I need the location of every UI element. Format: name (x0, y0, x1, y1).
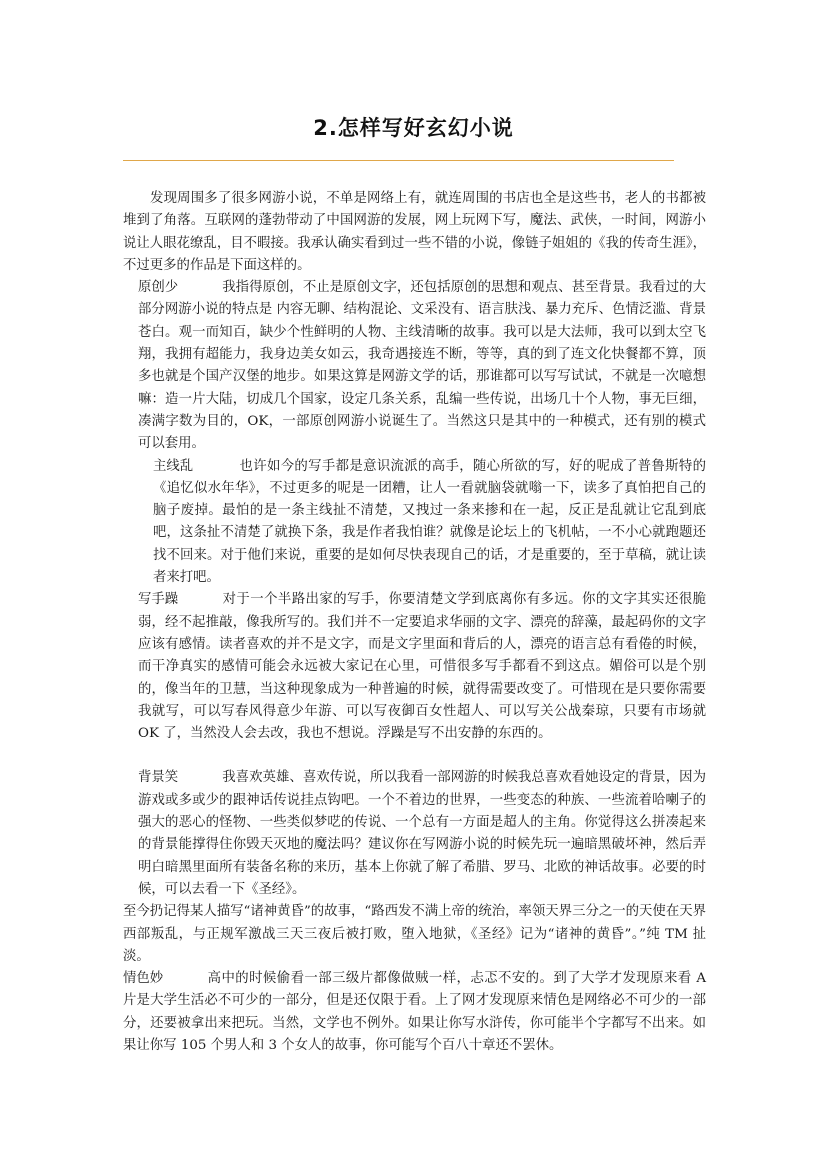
section-text: 也许如今的写手都是意识流派的高手，随心所欲的写，好的呢成了普鲁斯特的《追忆似水年华》，不过更多的呢是一团糟，让人一看就脑袋就嗡一下，读多了真怕把自己的脑子废掉。最怕的是一条主线扯不清楚，又拽过一条来掺和在一起，反正是乱就让它乱到底吧，这条扯不清楚了就换下条，我是作者我怕谁？就像是论坛上的飞机帖，一不小心就跑题还找不回来。对于他们来说，重要的是如何尽快表现自己的话，才是重要的，至于草稿，就让读者来打吧。 (153, 458, 706, 586)
title-divider (123, 160, 674, 161)
article-body (123, 188, 706, 1057)
section-label: 原创少 (138, 280, 179, 296)
blank-line (123, 745, 706, 767)
section-label: 主线乱 (153, 458, 194, 474)
section-label: 背景笑 (138, 770, 179, 786)
section-label: 写手躁 (138, 592, 179, 608)
section-original (123, 277, 706, 455)
section-plot (123, 456, 706, 590)
section-background (123, 767, 706, 901)
section-text: 我指得原创，不止是原创文字，还包括原创的思想和观点、甚至背景。我看过的大部分网游小说的特点是 内容无聊、结构混论、文采没有、语言肤浅、暴力充斥、色情泛滥、背景苍白。观一而知百，缺少个性鲜明的人物、主线清晰的故事。我可以是大法师，我可以到太空飞翔，我拥有超能力，我身边美女如云，我奇遇接连不断，等等，真的到了连文化快餐都不算，顶多也就是个国产汉堡的地步。如果这算是网游文学的话，那谁都可以写写试试，不就是一次噫想嘛：造一片大陆，切成几个国家，设定几条关系，乱编一些传说，出场几十个人物，事无巨细，凑满字数为目的，OK，一部原创网游小说诞生了。当然这只是其中的一种模式，还有别的模式可以套用。 (138, 280, 706, 452)
paragraph-ragnarok: 至今扔记得某人描写“诸神黄昏”的故事，“路西发不满上帝的统治，率领天界三分之一的天使在天界西部叛乱，与正规军激战三天三夜后被打败，堕入地狱，《圣经》记为“诸神的黄昏”。”纯 TM 扯淡。 (123, 904, 706, 964)
section-text: 我喜欢英雄、喜欢传说，所以我看一部网游的时候我总喜欢看她设定的背景，因为游戏或多或少的跟神话传说挂点钩吧。一个不着边的世界，一些变态的种族、一些流着哈喇子的强大的恶心的怪物、一些类似梦呓的传说、一个总有一方面是超人的主角。你觉得这么拼凑起来的背景能撑得住你毁天灭地的魔法吗？建议你在写网游小说的时候先玩一遍暗黑破坏神，然后弄明白暗黑里面所有装备名称的来历，基本上你就了解了希腊、罗马、北欧的神话故事。必要的时候，可以去看一下《圣经》。 (138, 770, 706, 897)
section-text: 高中的时候偷看一部三级片都像做贼一样，忐忑不安的。到了大学才发现原来看 A 片是大学生活必不可少的一部分，但是还仅限于看。上了网才发现原来情色是网络必不可少的一部分，还要被拿出来把玩。当然，文学也不例外。如果让你写水浒传，你可能半个字都写不出来。如果让你写 105 个男人和 3 个女人的故事，你可能写个百八十章还不罢休。 (123, 971, 706, 1053)
page-title: 2.怎样写好玄幻小说 (313, 116, 514, 140)
section-writer (123, 589, 706, 745)
section-label: 情色妙 (123, 971, 164, 987)
intro-paragraph: 发现周围多了很多网游小说，不单是网络上有，就连周围的书店也全是这些书，老人的书都被堆到了角落。互联网的蓬勃带动了中国网游的发展，网上玩网下写，魔法、武侠，一时间，网游小说让人眼花缭乱，目不暇接。我承认确实看到过一些不错的小说，像链子姐姐的《我的传奇生涯》，不过更多的作品是下面这样的。 (123, 191, 706, 273)
section-erotic (123, 968, 706, 1057)
section-text: 对于一个半路出家的写手，你要清楚文学到底离你有多远。你的文字其实还很脆弱，经不起推敲，像我所写的。我们并不一定要追求华丽的文字、漂亮的辞藻，最起码你的文字应该有感情。读者喜欢的并不是文字，而是文字里面和背后的人，漂亮的语言总有看倦的时候，而干净真实的感情可能会永远被大家记在心里，可惜很多写手都看不到这点。媚俗可以是个别的，像当年的卫慧，当这种现象成为一种普遍的时候，就得需要改变了。可惜现在是只要你需要我就写，可以写春风得意少年游、可以写夜御百女性超人、可以写关公战秦琼，只要有市场就 OK 了，当然没人会去改，我也不想说。浮躁是写不出安静的东西的。 (138, 592, 706, 742)
